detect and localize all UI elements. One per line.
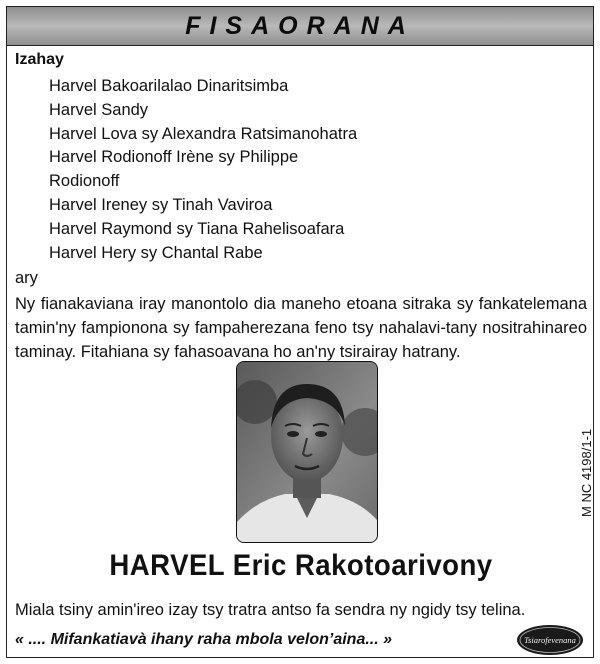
announcement-frame [6, 6, 594, 658]
deceased-name: HARVEL Eric Rakotoarivony [109, 549, 493, 582]
signatory-name: Harvel Sandy [49, 100, 149, 119]
portrait-photo [236, 361, 378, 543]
signatory-name: Harvel Lova sy Alexandra Ratsimanohatra [49, 124, 358, 143]
thanks-message: Ny fianakaviana iray manontolo dia maneho etoana sitraka sy fankatelemana tamin'ny fampionona sy fampaherezana feno tsy nahalavi-tany nositrahinareo taminay. Fitahiana sy fahasoavana ho an'ny tsirairay hatrany. [15, 295, 587, 361]
closing-text: Miala tsiny amin'ireo izay tsy tratra antso fa sendra ny ngidy tsy telina. [15, 601, 526, 619]
quote-text: « .... Mifankatiavà ihany raha mbola velon’aina... » [15, 631, 393, 648]
svg-text:Tsiarofevenana: Tsiarofevenana [524, 635, 576, 645]
announcement-title: FISAORANA [185, 12, 415, 40]
signatories-list [49, 75, 357, 265]
reference-code: M NC 4198/1-1 [579, 428, 594, 517]
signatory-name: Harvel Hery sy Chantal Rabe [49, 243, 263, 262]
signatory-name: Harvel Raymond sy Tiana Rahelisoafara [49, 219, 345, 238]
intro-label: Izahay [15, 51, 64, 68]
signatory-name: Harvel Ireney sy Tinah Vaviroa [49, 195, 273, 214]
header-banner [7, 7, 593, 46]
publisher-logo [515, 623, 585, 657]
portrait-image [237, 362, 377, 542]
conjunction-text: ary [15, 269, 38, 287]
signatory-name: Rodionoff [49, 172, 120, 191]
signatory-name: Harvel Bakoarilalao Dinaritsimba [49, 77, 289, 95]
signatory-name: Harvel Rodionoff Irène sy Philippe [49, 148, 299, 167]
